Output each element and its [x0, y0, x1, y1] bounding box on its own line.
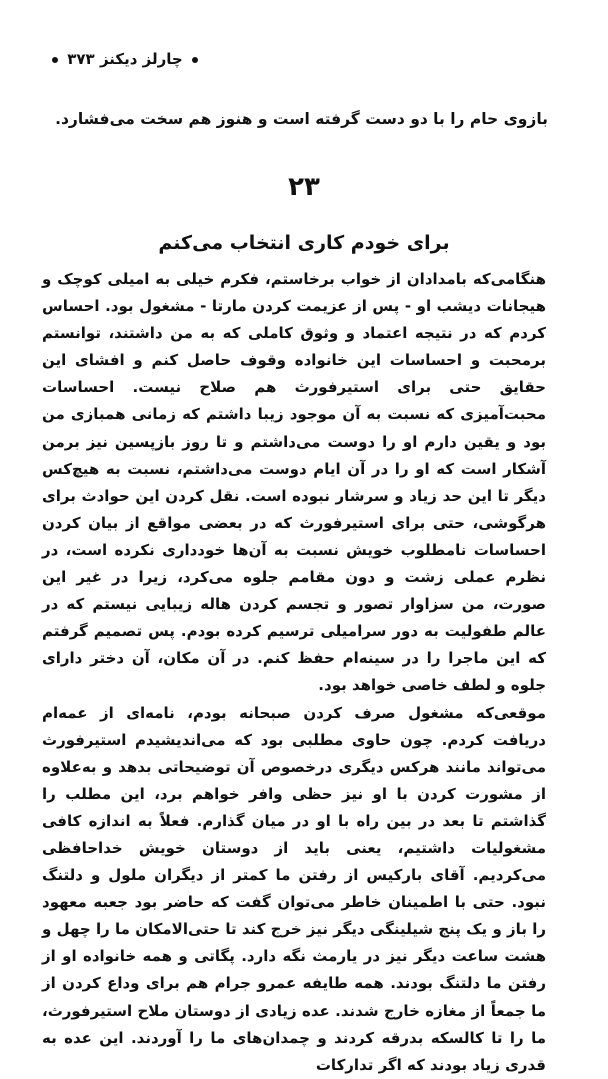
- running-header: [48, 50, 608, 68]
- bullet-icon: [52, 57, 58, 63]
- paragraph-1: هنگامی‌که بامدادان از خواب برخاستم، فکرم خیلی به امیلی کوچک و هیجانات دیشب او - پس از عزیمت کردن مارتا - مشغول بود. احساس کردم که در نتیجه اعتماد و وثوق کاملی که به من داشتند، توانستم برمحبت و احساسات این خانواده وقوف حاصل کنم و افشای این حقایق حتی برای استیرفورث هم صلاح نیست. احساسات محبت‌آمیزی که نسبت به آن موجود زیبا داشتم که زمانی همبازی من بود و یقین دارم او را دوست می‌داشتم و تا روز بازپسین نیز برمن آشکار است که او را در آن ایام دوست می‌داشتم، نسبت به هیچ‌کس دیگر تا این حد زیاد و سرشار نبوده است. نقل کردن این حوادث برای هرگوشی، حتی برای استیرفورث که در بعضی مواقع از بیان کردن احساسات نامطلوب خویش نسبت به آن‌ها خودداری نکرده است، در نظرم عملی زشت و دون مقامم جلوه می‌کرد، زیرا در غیر این صورت، من سزاوار تصور و تجسم کردن هاله زیبایی نیستم که در عالم طفولیت به دور سرامیلی ترسیم کرده بودم. پس تصمیم گرفتم که این ماجرا را در سینه‌ام حفظ کنم. در آن مکان، آن دختر دارای جلوه و لطف خاصی خواهد بود.: [42, 270, 546, 695]
- carry-over-text: بازوی حام را با دو دست گرفته است و هنوز هم سخت می‌فشارد.: [55, 110, 548, 128]
- header-page-number: ۳۷۳: [67, 50, 95, 68]
- header-author: چارلز دیکنز: [99, 50, 183, 68]
- bullet-icon: [192, 57, 198, 63]
- paragraph-2: موقعی‌که مشغول صرف کردن صبحانه بودم، نامه‌ای از عمه‌ام دریافت کردم. چون حاوی مطلبی بود که می‌اندیشیدم استیرفورث می‌تواند مانند هرکس دیگری درخصوص آن توضیحاتی بدهد و به‌علاوه از مشورت کردن با او نیز حظی وافر خواهم برد، این مطلب را گذاشتم تا بعد در بین راه با او در میان گذارم. فعلاً به اندازه کافی مشغولیات داشتیم، یعنی باید از دوستان خویش خداحافظی می‌کردیم. آقای بارکیس از رفتن ما کمتر از دیگران ملول و دلتنگ نبود. حتی با اطمینان خاطر می‌توان گفت که حاضر بود جعبه معهود را باز و یک پنج شیلینگی دیگر نیز خرج کند تا حتی‌الامکان ما را چهل و هشت ساعت دیگر نیز در یارمث نگه دارد. پگاتی و همه خانواده او از رفتن ما دلتنگ بودند. همه طایفه عمرو جرام هم برای وداع کردن از ما جمعاً از مغازه خارج شدند. عده زیادی از دوستان ملاح استیرفورث، ما را تا کالسکه بدرقه کردند و چمدان‌های ما را آوردند. این عده به قدری زیاد بودند که اگر تدارکات: [42, 703, 546, 1074]
- chapter-number: ۲۳: [288, 172, 320, 202]
- chapter-title: برای خودم کاری انتخاب می‌کنم: [158, 232, 450, 254]
- chapter-body: [42, 266, 546, 1079]
